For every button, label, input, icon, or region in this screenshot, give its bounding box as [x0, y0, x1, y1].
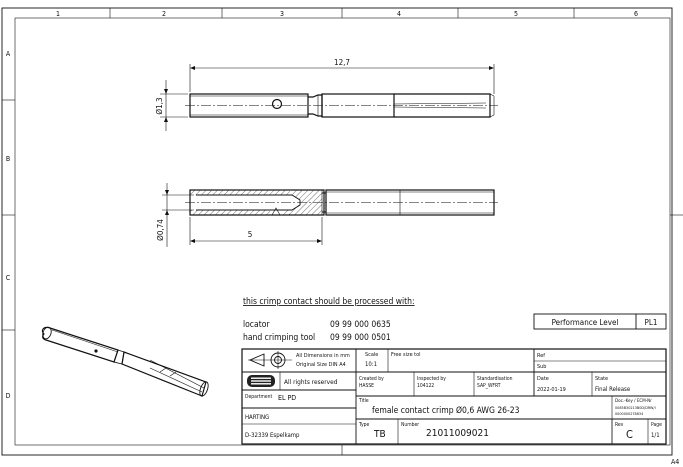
company-name: HARTING — [245, 414, 270, 421]
tool-name-crimping: hand crimping tool — [243, 333, 316, 343]
column-label-4: 4 — [396, 10, 402, 18]
rev-value: C — [626, 428, 633, 441]
doc-key-1: 0085B30213B0D/DRW/I — [615, 405, 656, 410]
column-label-2: 2 — [161, 10, 167, 18]
dimension-inner-diameter-label: Ø0,74 — [156, 219, 165, 241]
type-value: TB — [374, 429, 386, 440]
created-by: HASSE — [359, 383, 375, 389]
tool-part-locator: 09 99 000 0635 — [330, 320, 391, 330]
page-label: Page — [651, 422, 662, 428]
rev-label: Rev — [615, 422, 624, 428]
row-label-b: B — [5, 155, 11, 163]
column-label-1: 1 — [55, 10, 61, 18]
outer-frame — [2, 8, 672, 455]
row-label-c: C — [5, 274, 11, 282]
dimension-length — [190, 64, 494, 94]
all-rights-reserved: All rights reserved — [284, 378, 338, 386]
row-label-a: A — [5, 50, 11, 58]
number-label: Number — [401, 422, 420, 428]
tool-part-crimping: 09 99 000 0501 — [330, 333, 391, 343]
created-by-label: Created by — [359, 376, 384, 382]
drawing-title: female contact crimp Ø0,6 AWG 26-23 — [372, 406, 520, 416]
projection-symbol-icon — [248, 351, 292, 369]
department-label: Department — [245, 394, 273, 400]
ref-label: Ref — [537, 353, 545, 359]
standardisation-label: Standardisation — [477, 376, 513, 382]
tool-name-locator: locator — [243, 320, 270, 330]
scale-label: Scale — [365, 352, 379, 358]
contact-section-view — [185, 190, 498, 215]
company-address: D-32339 Espelkamp — [245, 432, 300, 439]
corner-mark: A4 — [671, 458, 680, 466]
free-size-tol: Free size tol — [391, 352, 421, 358]
column-label-5: 5 — [513, 10, 519, 18]
column-label-3: 3 — [279, 10, 285, 18]
harting-logo-icon — [247, 375, 275, 387]
dimension-crimp-length — [190, 217, 322, 245]
page-value: 1/1 — [651, 432, 660, 439]
dimension-outer-diameter-label: Ø1,3 — [155, 97, 164, 115]
standardisation: SAP_WFRT — [477, 383, 501, 389]
scale-value: 10:1 — [365, 361, 378, 368]
date: 2022-01-19 — [537, 387, 566, 393]
dimension-inner-diameter — [162, 183, 194, 247]
dims-in-mm: All Dimensions in mm — [296, 353, 350, 359]
performance-level-value: PL1 — [644, 318, 658, 327]
contact-top-view — [185, 94, 498, 117]
original-size: Original Size DIN A4 — [296, 362, 346, 368]
drawing-number: 21011009021 — [426, 428, 489, 439]
dimension-length-label: 12,7 — [333, 58, 351, 67]
contact-isometric-view — [41, 326, 210, 397]
doc-key-2: 0000000278634 — [615, 411, 644, 416]
column-ticks — [110, 8, 574, 455]
performance-level-label: Performance Level — [551, 318, 619, 327]
date-label: Date — [537, 376, 549, 382]
department: EL PD — [278, 394, 297, 402]
column-label-6: 6 — [633, 10, 639, 18]
dimension-outer-diameter — [160, 80, 188, 131]
inspected-by-label: Inspected by — [417, 376, 446, 382]
inspected-by: 104122 — [417, 383, 435, 389]
state-label: State — [595, 376, 609, 382]
state: Final Release — [595, 386, 631, 393]
dimension-crimp-length-label: 5 — [247, 230, 253, 239]
sub-label: Sub — [537, 364, 547, 370]
processing-note-heading: this crimp contact should be processed with: — [243, 297, 415, 307]
title-label: Title — [359, 398, 369, 404]
row-label-d: D — [5, 392, 11, 400]
inner-frame — [15, 18, 670, 445]
type-label: Type — [359, 422, 370, 428]
doc-key-label: Doc.-Key / ECM-Nr — [615, 399, 652, 404]
